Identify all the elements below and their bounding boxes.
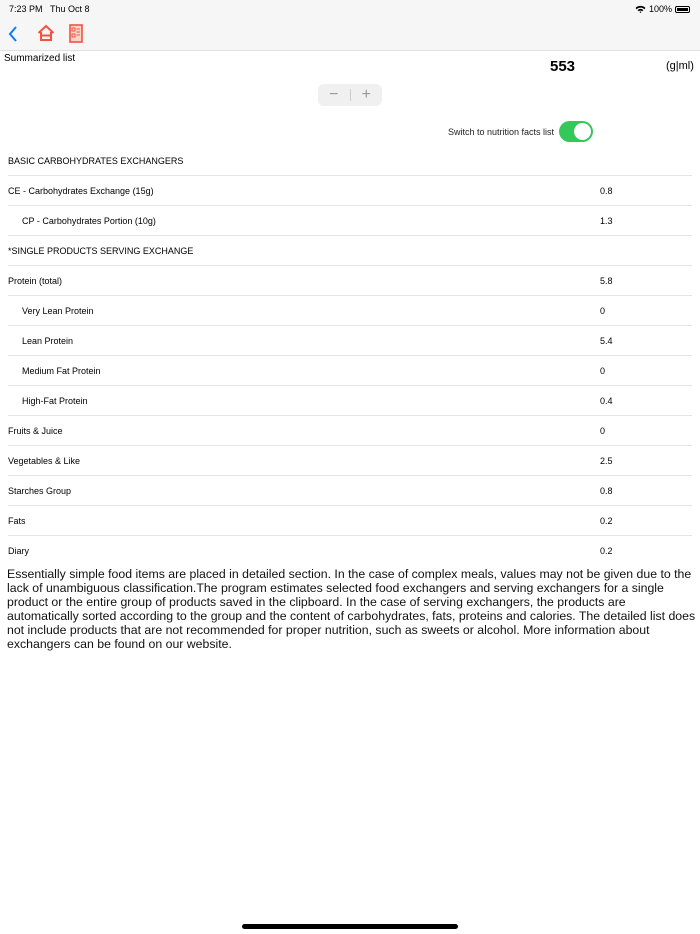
row-value: 0.8	[600, 186, 613, 196]
list-item	[0, 326, 700, 356]
battery-percent: 100%	[648, 4, 672, 14]
row-label: Fats	[8, 516, 26, 526]
list-item	[0, 416, 700, 446]
row-label: CE - Carbohydrates Exchange (15g)	[8, 186, 154, 196]
wifi-icon	[635, 5, 646, 13]
unit-label[interactable]: (g|ml)	[666, 60, 694, 72]
row-value: 1.3	[600, 216, 613, 226]
list-item	[0, 476, 700, 506]
list-item	[0, 386, 700, 416]
quantity-stepper[interactable]	[318, 84, 382, 106]
date: Thu Oct 8	[50, 4, 90, 14]
row-label: CP - Carbohydrates Portion (10g)	[22, 216, 156, 226]
status-right	[635, 4, 690, 14]
row-value: 0	[600, 366, 606, 376]
nutrition-facts-switch-row	[448, 121, 593, 142]
row-label: Lean Protein	[22, 336, 74, 346]
increment-button[interactable]: +	[361, 86, 371, 103]
row-label: Fruits & Juice	[8, 426, 63, 436]
section-header	[0, 236, 700, 266]
time: 7:23 PM	[9, 4, 43, 14]
row-label: Diary	[8, 546, 30, 556]
row-label: High-Fat Protein	[22, 396, 88, 406]
battery-icon	[675, 6, 690, 13]
row-value: 0	[600, 306, 606, 316]
home-icon[interactable]	[37, 24, 55, 42]
list-item	[0, 296, 700, 326]
row-value: 5.8	[600, 276, 613, 286]
status-time	[9, 4, 90, 14]
row-value: 0.2	[600, 546, 613, 556]
home-indicator[interactable]	[242, 924, 458, 929]
list-icon[interactable]	[69, 24, 83, 43]
info-paragraph: Essentially simple food items are placed in detailed section. In the case of complex meals, values may not be given due to the lack of unambiguous classification.The program estimates selected food exchangers and serving exchangers for a single product or the entire group of products saved in the clipboard. In the case of serving exchangers, the products are automatically sorted according to the group and the content of carbohydrates, fats, proteins and calories. The detailed list does not include products that are not recommended for proper nutrition, such as sweets or alcohol. More information about exchangers can be found on our website.	[7, 567, 696, 651]
list-item	[0, 506, 700, 536]
row-label: Very Lean Protein	[22, 306, 94, 316]
switch-label: Switch to nutrition facts list	[448, 126, 555, 137]
row-value: 0.4	[600, 396, 613, 406]
nutrition-facts-toggle[interactable]	[559, 121, 593, 142]
list-item	[0, 536, 700, 566]
decrement-button[interactable]: −	[329, 86, 339, 103]
back-chevron-icon[interactable]	[8, 25, 18, 43]
status-bar	[0, 0, 700, 17]
row-label: BASIC CARBOHYDRATES EXCHANGERS	[8, 156, 184, 166]
row-label: Protein (total)	[8, 276, 63, 286]
row-value: 2.5	[600, 456, 613, 466]
weight-value: 553	[550, 58, 576, 75]
exchangers-list	[0, 146, 700, 566]
section-header	[0, 146, 700, 176]
list-item	[0, 356, 700, 386]
row-label: Starches Group	[8, 486, 72, 496]
navigation-bar	[0, 17, 700, 51]
row-label: *SINGLE PRODUCTS SERVING EXCHANGE	[8, 246, 194, 256]
row-value: 0.8	[600, 486, 613, 496]
row-value: 0	[600, 426, 606, 436]
list-item	[0, 266, 700, 296]
row-value: 0.2	[600, 516, 613, 526]
list-item	[0, 446, 700, 476]
page-title: Summarized list	[4, 53, 76, 64]
list-item	[0, 176, 700, 206]
row-label: Vegetables & Like	[8, 456, 81, 466]
row-label: Medium Fat Protein	[22, 366, 101, 376]
row-value: 5.4	[600, 336, 613, 346]
list-item	[0, 206, 700, 236]
